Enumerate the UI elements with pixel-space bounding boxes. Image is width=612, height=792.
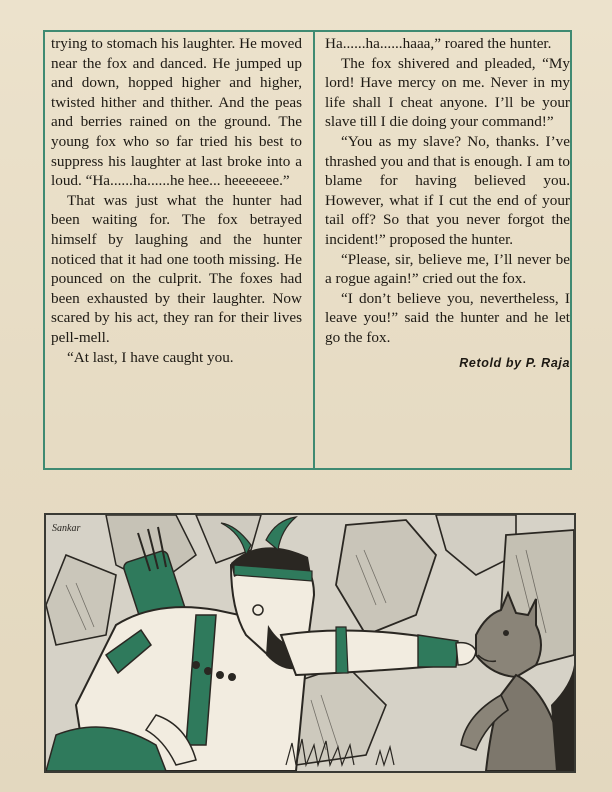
hunter-and-fox-illustration (44, 513, 576, 773)
story-paragraph: “Please, sir, believe me, I’ll never be a rogue again!” cried out the fox. (325, 250, 570, 288)
arm-band (336, 627, 348, 673)
story-column-right (325, 34, 570, 373)
story-paragraph: “I don’t believe you, nevertheless, I leave you!” said the hunter and he let go the fox. (325, 289, 570, 346)
story-credit: Retold by P. Raja (459, 355, 570, 370)
story-paragraph: “At last, I have caught you. (67, 348, 234, 366)
illustration-artwork (46, 515, 574, 771)
story-paragraph: That was just what the hunter had been waiting for. The fox betrayed himself by laughing and the hunter noticed that it had one tooth missing. He pounced on the culprit. The foxes had been exhausted by their laughter. Now scared by his act, they ran for their lives pell-mell. (51, 191, 302, 346)
story-paragraph: trying to stomach his laughter. He moved near the fox and danced. He jumped up and down, hopped higher and higher, twisted hither and thither. And the peas and berries rained on the ground. The young fox who so far tried his best to suppress his laughter at last broke into a loud. “Ha......ha......he hee... heeeeeee.” (51, 35, 302, 190)
artist-signature: Sankar (52, 523, 81, 534)
wrist-band (418, 635, 458, 667)
column-divider (313, 30, 315, 470)
story-paragraph: Ha......ha......haaa,” roared the hunter. (325, 35, 552, 52)
story-column-left (51, 34, 302, 367)
fox-eye (503, 630, 509, 636)
story-paragraph: The fox shivered and pleaded, “My lord! Have mercy on me. Never in my life shall I cheat anyone. I’ll be your slave till I die doing your command!” (325, 54, 570, 131)
story-paragraph: “You as my slave? No, thanks. I’ve thrashed you and that is enough. I am to blame for having believed you. However, what if I cut the end of your tail off? So that you never forgot the incident!” proposed the hunter. (325, 132, 570, 248)
